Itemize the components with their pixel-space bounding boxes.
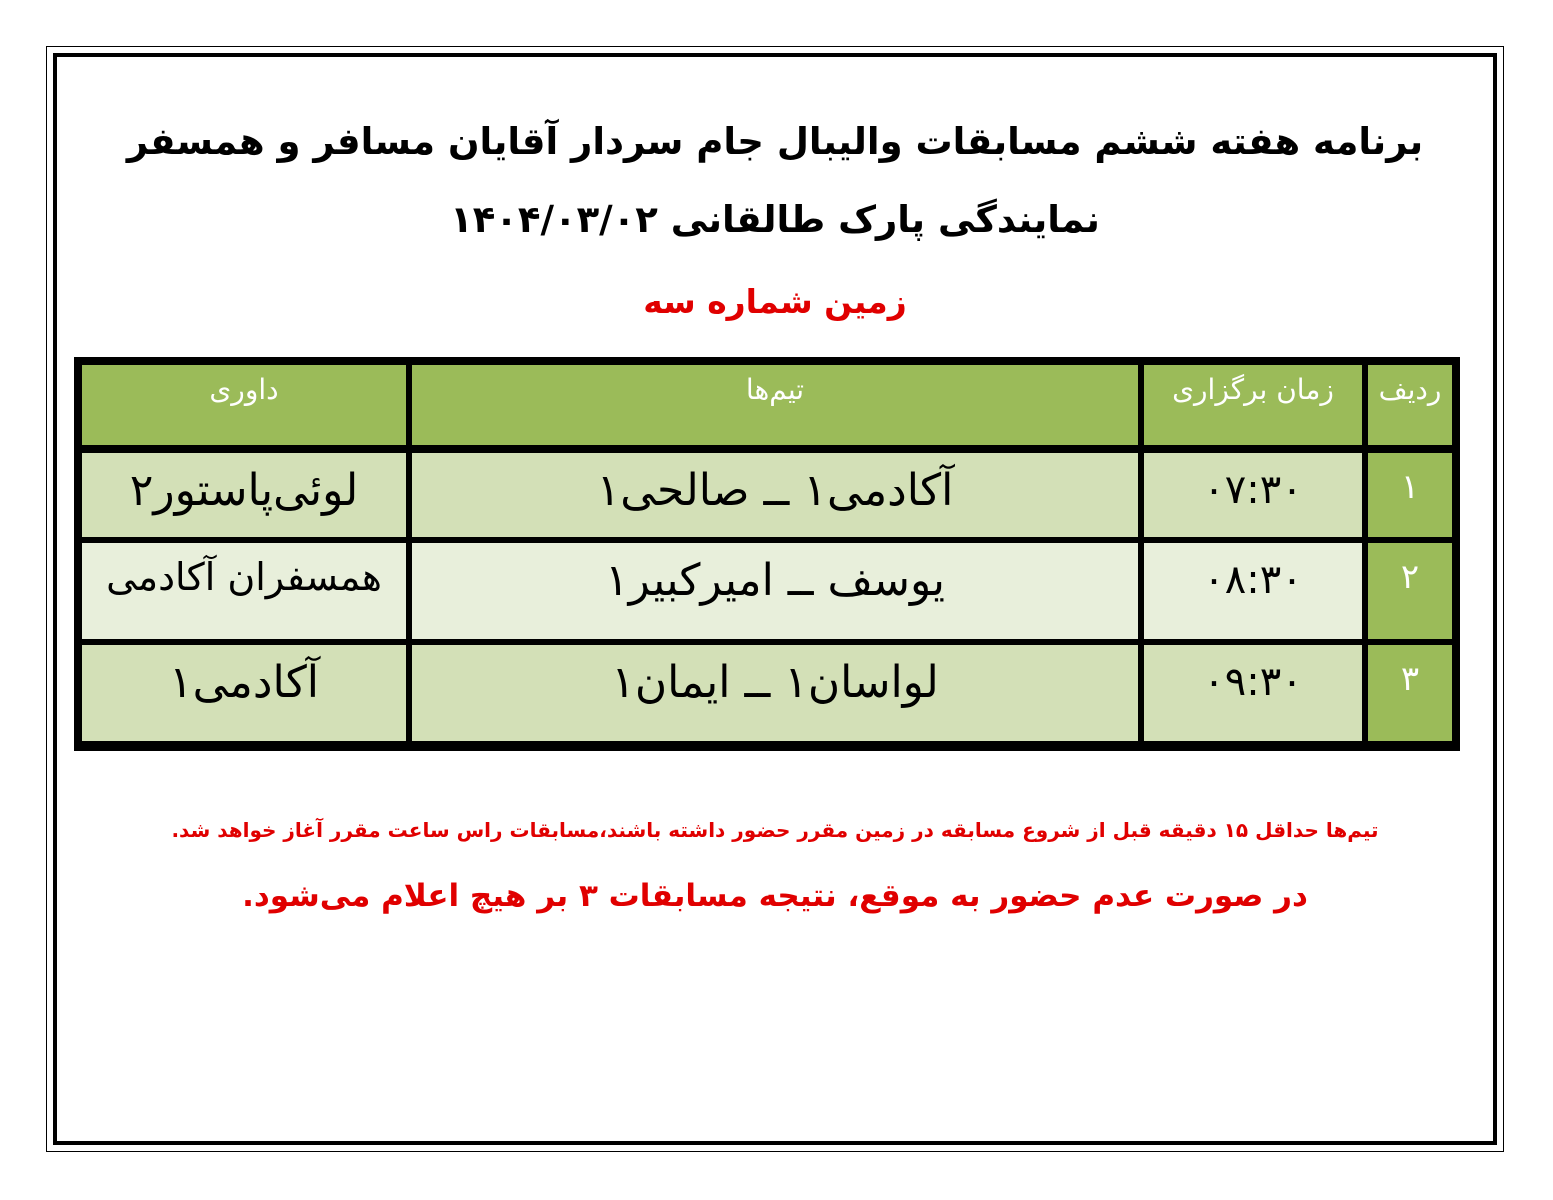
header-cell-referee: داوری xyxy=(82,365,406,445)
court-label: زمین شماره سه xyxy=(643,282,907,321)
page-subtitle-date: نمایندگی پارک طالقانی ۱۴۰۴/۰۳/۰۲ xyxy=(450,198,1100,241)
match-referee: لوئی‌پاستور۲ xyxy=(82,453,406,537)
match-referee: آکادمی۱ xyxy=(82,645,406,741)
page-title: برنامه هفته ششم مسابقات والیبال جام سردار آقایان مسافر و همسفر xyxy=(126,120,1424,163)
forfeit-note: در صورت عدم حضور به موقع، نتیجه مسابقات ۳ بر هیچ اعلام می‌شود. xyxy=(242,878,1308,914)
match-time: ۰۸:۳۰ xyxy=(1144,543,1362,639)
match-teams: یوسف ــ امیرکبیر۱ xyxy=(412,543,1138,639)
header-cell-row-number: ردیف xyxy=(1368,365,1452,445)
match-referee: همسفران آکادمی xyxy=(82,543,406,639)
match-time: ۰۹:۳۰ xyxy=(1144,645,1362,741)
header-cell-time: زمان برگزاری xyxy=(1144,365,1362,445)
schedule-table xyxy=(74,357,1460,751)
match-teams: آکادمی۱ ــ صالحی۱ xyxy=(412,453,1138,537)
match-time: ۰۷:۳۰ xyxy=(1144,453,1362,537)
arrival-note: تیم‌ها حداقل ۱۵ دقیقه قبل از شروع مسابقه در زمین مقرر حضور داشته باشند،مسابقات راس ساعت مقرر آغاز خواهد شد. xyxy=(171,818,1379,842)
row-number: ۲ xyxy=(1368,543,1452,639)
header-cell-teams: تیم‌ها xyxy=(412,365,1138,445)
row-number: ۳ xyxy=(1368,645,1452,741)
row-number: ۱ xyxy=(1368,453,1452,537)
match-teams: لواسان۱ ــ ایمان۱ xyxy=(412,645,1138,741)
